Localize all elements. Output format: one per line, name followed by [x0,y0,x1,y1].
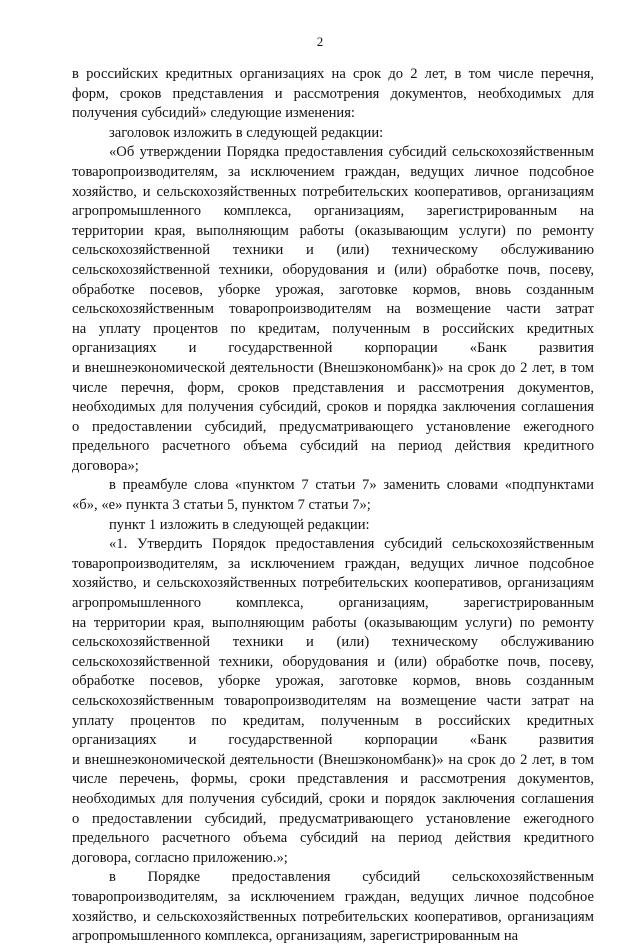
text-line: сельскохозяйственной техники и (или) техническому обслуживанию [72,634,594,651]
text-line: сельскохозяйственным товаропроизводителям на возмещение части затрат [72,301,594,318]
text-line: о предоставлении субсидий, предусматривающего установление ежегодного [72,810,594,827]
text-line: числе перечня, форм, сроков представления и рассмотрения документов, [72,379,594,396]
text-line: обработке посевов, уборке урожая, заготовке кормов, вновь созданным [72,673,594,690]
text-line: территории края, выполняющим работы (оказывающим услуги) по ремонту [72,222,594,239]
text-line: уплату процентов по кредитам, полученным в российских кредитных [72,712,594,729]
paragraph-p7 [72,868,594,946]
text-line: товаропроизводителям, за исключением граждан, ведущих личное подсобное [72,555,594,572]
text-line: форм, сроков представления и рассмотрения документов, необходимых для [72,85,594,102]
text-line: «Об утверждении Порядка предоставления субсидий сельскохозяйственным [109,144,594,161]
text-line: в Порядке предоставления субсидий сельскохозяйственным [109,869,594,886]
text-line: агропромышленного комплекса, организациям, зарегистрированным на [72,928,519,945]
text-line: хозяйство, и сельскохозяйственных потребительских кооперативов, организациям [72,908,594,925]
text-line: на уплату процентов по кредитам, полученным в российских кредитных [72,320,594,337]
paragraph-p6 [72,535,594,868]
text-line: договора»; [72,457,139,474]
text-line: организациях и государственной корпорации «Банк развития [72,340,594,357]
text-line: сельскохозяйственным товаропроизводителям на возмещение части затрат на [72,693,594,709]
text-line: числе перечень, формы, сроки представления и рассмотрения документов, [72,771,594,788]
paragraph-p2 [72,124,594,144]
paragraph-p4 [72,476,594,515]
text-line: сельскохозяйственной техники, оборудования и (или) обработке почв, посеву, [72,261,594,278]
text-line: о предоставлении субсидий, предусматривающего установление ежегодного [72,418,594,435]
text-line: предельного расчетного объема субсидий на период действия кредитного [72,438,594,455]
text-line: необходимых для получения субсидий, сроков и порядка заключения соглашения [72,399,594,416]
text-line: на территории края, выполняющим работы (оказывающим услуги) по ремонту [72,614,594,631]
text-line: сельскохозяйственной техники, оборудования и (или) обработке почв, посеву, [72,653,594,670]
text-line: «б», «е» пункта 3 статьи 5, пунктом 7 статьи 7»; [72,497,371,514]
text-line: договора, согласно приложению.»; [72,849,288,866]
text-line: заголовок изложить в следующей редакции: [109,124,384,141]
text-line: и внешнеэкономической деятельности (Внешэкономбанк)» на срок до 2 лет, в том [72,751,594,768]
text-line: организациях и государственной корпорации «Банк развития [72,732,594,749]
document-body [72,65,594,947]
text-line: пункт 1 изложить в следующей редакции: [109,516,370,533]
text-line: в преамбуле слова «пунктом 7 статьи 7» заменить словами «подпунктами [109,477,594,494]
paragraph-p3 [72,143,594,476]
text-line: получения субсидий» следующие изменения: [72,105,355,122]
text-line: товаропроизводителям, за исключением граждан, ведущих личное подсобное [72,163,594,180]
text-line: в российских кредитных организациях на срок до 2 лет, в том числе перечня, [72,66,594,82]
text-line: «1. Утвердить Порядок предоставления субсидий сельскохозяйственным [109,536,594,553]
text-line: товаропроизводителям, за исключением граждан, ведущих личное подсобное [72,888,594,905]
text-line: необходимых для получения субсидий, сроки и порядок заключения соглашения [72,790,594,807]
text-line: хозяйство, и сельскохозяйственных потребительских кооперативов, организациям [72,575,594,592]
text-line: агропромышленного комплекса, организациям, зарегистрированным на [72,203,594,220]
text-line: агропромышленного комплекса, организациям, зарегистрированным [72,595,594,612]
text-line: предельного расчетного объема субсидий на период действия кредитного [72,830,594,847]
paragraph-p1 [72,65,594,124]
paragraph-p5 [72,516,594,536]
page-number: 2 [316,34,324,49]
text-line: хозяйство, и сельскохозяйственных потребительских кооперативов, организациям [72,183,594,200]
text-line: обработке посевов, уборке урожая, заготовке кормов, вновь созданным [72,281,594,298]
text-line: и внешнеэкономической деятельности (Внешэкономбанк)» на срок до 2 лет, в том [72,359,594,376]
text-line: сельскохозяйственной техники и (или) техническому обслуживанию [72,242,594,259]
